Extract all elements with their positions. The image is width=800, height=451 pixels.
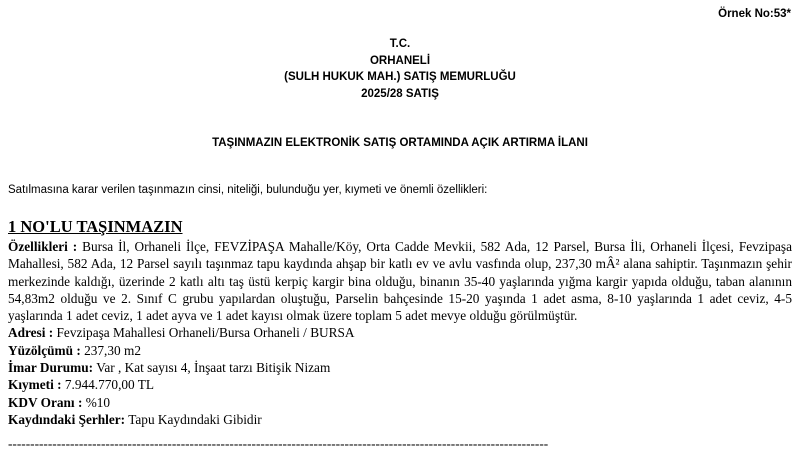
vat-value: %10 bbox=[85, 394, 111, 410]
address-value: Fevzipaşa Mahallesi Orhaneli/Bursa Orhaneli / BURSA bbox=[56, 325, 355, 341]
header-line-country: T.C. bbox=[389, 38, 411, 50]
notice-title: TAŞINMAZIN ELEKTRONİK SATIŞ ORTAMINDA AÇIK ARTIRMA İLANI bbox=[212, 137, 588, 149]
zoning-value: Var , Kat sayısı 4, İnşaat tarzı Bitişik Nizam bbox=[96, 360, 331, 376]
property-details bbox=[8, 238, 792, 428]
address-label: Adresi : bbox=[8, 325, 54, 341]
address-row bbox=[8, 324, 792, 341]
header-line-case-number: 2025/28 SATIŞ bbox=[361, 87, 439, 100]
area-label: Yüzölçümü : bbox=[8, 342, 81, 358]
form-number: Örnek No:53* bbox=[718, 8, 791, 20]
zoning-label: İmar Durumu: bbox=[8, 360, 94, 376]
area-value: 237,30 m2 bbox=[84, 342, 141, 358]
encumbrance-label: Kaydındaki Şerhler: bbox=[8, 411, 126, 427]
encumbrance-value: Tapu Kaydındaki Gibidir bbox=[128, 411, 262, 427]
features-label: Özellikleri : bbox=[8, 239, 78, 254]
value-amount: 7.944.770,00 TL bbox=[64, 377, 155, 393]
encumbrance-row bbox=[8, 411, 792, 428]
vat-label: KDV Oranı : bbox=[8, 394, 83, 410]
header-line-district: ORHANELİ bbox=[369, 54, 431, 67]
vat-row bbox=[8, 394, 792, 411]
office-header bbox=[0, 36, 800, 102]
section-separator: -------------------------------------------------------------------------------------------------------------------------- bbox=[8, 437, 549, 451]
features-paragraph bbox=[8, 238, 792, 324]
features-text: Bursa İl, Orhaneli İlçe, FEVZİPAŞA Mahalle/Köy, Orta Cadde Mevkii, 582 Ada, 12 Parsel, Bursa İli, Orhaneli İlçesi, Fevzipaşa Mahallesi, 582 Ada, 12 Parsel sayılı taşınmaz tapu kaydında ahşap bir katlı ev ve avlu vasfında olup, 237,30 mÂ² alana sahiptir. Taşınmazın şehir merkezinde kaldığı, üzerinde 2 katlı altı taş üstü kerpiç kargir bina olduğu, binanın 35-40 yaşlarında yığma kargir yapıda olduğu, taban alanının 54,83m2 olduğu ve 2. Sınıf C grubu yapılardan oluştuğu, Parselin bahçesinde 15-20 yaşında 1 adet asma, 8-10 yaşlarında 1 adet ceviz, 4-5 yaşlarında 1 adet ceviz, 1 adet ayva ve 1 adet kayısı olmak üzere toplam 5 adet mevye olduğu görülmüştür. bbox=[8, 239, 792, 324]
zoning-row bbox=[8, 359, 792, 376]
value-label: Kıymeti : bbox=[8, 377, 62, 393]
area-row bbox=[8, 342, 792, 359]
header-line-office: (SULH HUKUK MAH.) SATIŞ MEMURLUĞU bbox=[284, 71, 516, 83]
value-row bbox=[8, 376, 792, 393]
intro-text: Satılmasına karar verilen taşınmazın cinsi, niteliği, bulunduğu yer, kıymeti ve önemli özellikleri: bbox=[8, 184, 488, 196]
property-heading: 1 NO'LU TAŞINMAZIN bbox=[8, 217, 183, 236]
